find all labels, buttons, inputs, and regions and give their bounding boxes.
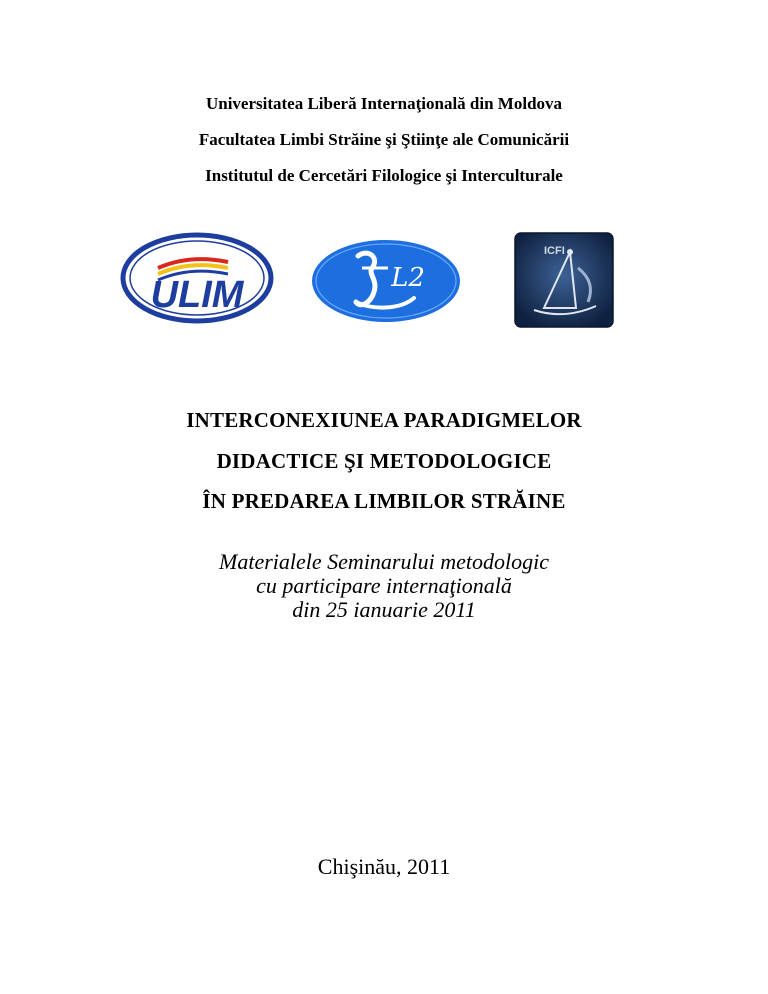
subtitle-line-1: Materialele Seminarului metodologic [219,549,549,574]
place-year: Chişinău, 2011 [317,854,451,879]
institute-name: Institutul de Cercetări Filologice şi Interculturale [205,166,563,185]
ulim-logo [120,232,274,329]
title-line-1: INTERCONEXIUNEA PARADIGMELOR [186,408,582,432]
university-name: Universitatea Liberă Internaţională din Moldova [205,94,563,113]
faculty-logo-text: L2 [391,263,425,293]
faculty-name: Facultatea Limbi Străine şi Ştiinţe ale Comunicării [198,130,570,149]
ulim-logo-text: ULIM [150,274,244,316]
institute-logo [514,232,614,333]
title-line-3: ÎN PREDAREA LIMBILOR STRĂINE [202,489,566,513]
institute-logo-text: ICFI [544,245,565,257]
title-line-2: DIDACTICE ŞI METODOLOGICE [216,449,552,473]
subtitle-line-3: din 25 ianuarie 2011 [292,597,476,622]
subtitle-line-2: cu participare internaţională [256,573,512,598]
faculty-logo [310,238,462,329]
